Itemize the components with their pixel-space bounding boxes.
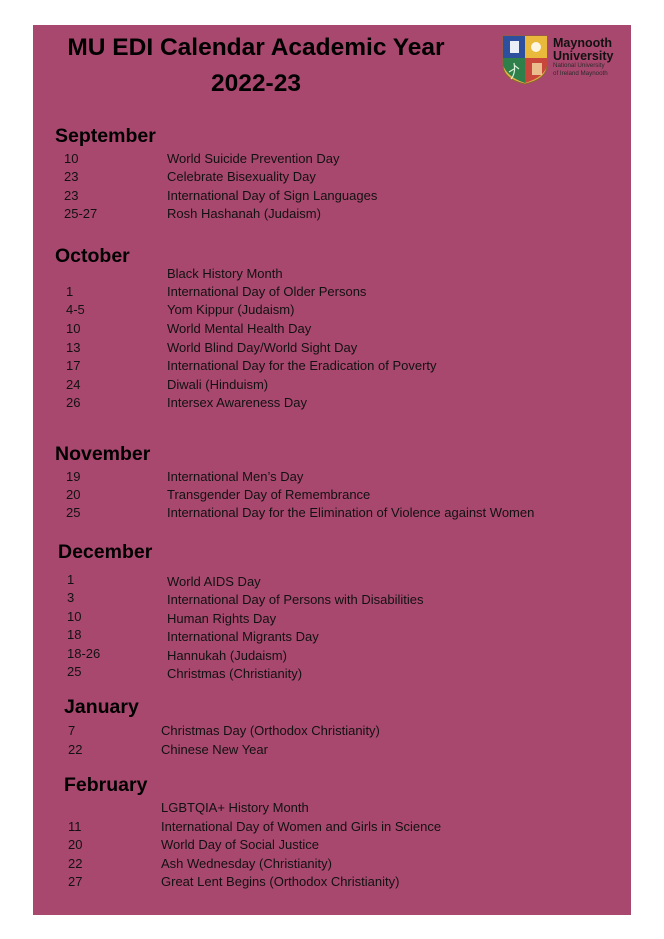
month-heading-december: December <box>58 541 153 563</box>
month-heading-september: September <box>55 125 156 147</box>
event-row <box>0 301 640 319</box>
event-row <box>0 589 640 607</box>
event-row <box>0 468 640 486</box>
event-name: Christmas Day (Orthodox Christianity) <box>161 723 380 738</box>
month-heading-january: January <box>64 696 139 718</box>
event-date: 18-26 <box>67 646 101 661</box>
event-row <box>0 608 640 626</box>
event-row <box>0 799 640 817</box>
month-heading-november: November <box>55 443 151 465</box>
event-date: 7 <box>68 723 76 738</box>
event-name: Ash Wednesday (Christianity) <box>161 856 332 871</box>
event-date: 22 <box>68 856 83 871</box>
event-name: Great Lent Begins (Orthodox Christianity) <box>161 874 400 889</box>
university-logo-text <box>553 37 633 77</box>
event-row <box>0 339 640 357</box>
event-name: World Blind Day/World Sight Day <box>167 340 358 355</box>
logo-line-4: of Ireland Maynooth <box>553 69 608 77</box>
event-date: 26 <box>66 395 81 410</box>
event-name: International Day of Persons with Disabilities <box>167 592 424 607</box>
event-name: Hannukah (Judaism) <box>167 648 287 663</box>
event-row <box>0 571 640 589</box>
event-date: 19 <box>66 469 81 484</box>
event-date: 10 <box>66 321 81 336</box>
event-name: International Day of Sign Languages <box>167 188 378 203</box>
event-date: 17 <box>66 358 81 373</box>
event-row <box>0 836 640 854</box>
event-date: 13 <box>66 340 81 355</box>
event-name: International Day for the Elimination of Violence against Women <box>167 505 535 520</box>
event-name: Transgender Day of Remembrance <box>167 487 371 502</box>
event-name: International Day of Older Persons <box>167 284 367 299</box>
event-name: Chinese New Year <box>161 742 268 757</box>
logo-line-2: University <box>553 48 614 63</box>
event-row <box>0 504 640 522</box>
event-date: 1 <box>67 572 75 587</box>
event-row <box>0 873 640 891</box>
event-date: 22 <box>68 742 83 757</box>
event-date: 24 <box>66 377 81 392</box>
event-name: Diwali (Hinduism) <box>167 377 269 392</box>
event-row <box>0 394 640 412</box>
event-name: Black History Month <box>167 266 283 281</box>
event-date: 3 <box>67 590 75 605</box>
logo-line-3: National University <box>553 62 605 69</box>
event-name: Celebrate Bisexuality Day <box>167 169 316 184</box>
event-name: International Day of Women and Girls in Science <box>161 819 442 834</box>
event-name: Yom Kippur (Judaism) <box>167 302 295 317</box>
event-row <box>0 741 640 759</box>
event-name: World AIDS Day <box>167 574 261 589</box>
event-name: World Day of Social Justice <box>161 837 319 852</box>
event-name: LGBTQIA+ History Month <box>161 800 309 815</box>
title-line-1: MU EDI Calendar Academic Year <box>67 34 445 61</box>
event-name: Christmas (Christianity) <box>167 666 303 681</box>
event-row <box>0 376 640 394</box>
event-date: 10 <box>64 151 79 166</box>
event-date: 18 <box>67 627 82 642</box>
event-row <box>0 486 640 504</box>
event-row <box>0 320 640 338</box>
month-heading-february: February <box>64 774 148 796</box>
event-date: 10 <box>67 609 82 624</box>
event-row <box>0 663 640 681</box>
event-name: International Men’s Day <box>167 469 304 484</box>
event-row <box>0 722 640 740</box>
event-row <box>0 645 640 663</box>
event-date: 25 <box>67 664 82 679</box>
event-row <box>0 855 640 873</box>
month-heading-october: October <box>55 245 130 267</box>
event-date: 25-27 <box>64 206 98 221</box>
page-title <box>0 30 512 102</box>
event-name: Intersex Awareness Day <box>167 395 307 410</box>
event-date: 25 <box>66 505 81 520</box>
event-date: 20 <box>68 837 83 852</box>
event-row <box>0 205 640 223</box>
event-date: 20 <box>66 487 81 502</box>
event-date: 23 <box>64 169 79 184</box>
event-row <box>0 626 640 644</box>
logo-line-1: Maynooth <box>553 36 613 50</box>
event-row <box>0 818 640 836</box>
event-name: International Day for the Eradication of Poverty <box>167 358 437 373</box>
event-date: 1 <box>66 284 74 299</box>
event-row <box>0 168 640 186</box>
event-date: 11 <box>68 819 82 834</box>
event-row <box>0 150 640 168</box>
event-name: Rosh Hashanah (Judaism) <box>167 206 321 221</box>
event-row <box>0 265 640 283</box>
event-name: World Mental Health Day <box>167 321 312 336</box>
event-row <box>0 357 640 375</box>
event-row <box>0 187 640 205</box>
event-name: Human Rights Day <box>167 611 277 626</box>
event-name: World Suicide Prevention Day <box>167 151 340 166</box>
event-date: 4-5 <box>66 302 85 317</box>
event-name: International Migrants Day <box>167 629 319 644</box>
event-date: 27 <box>68 874 83 889</box>
title-line-2: 2022-23 <box>211 70 301 97</box>
maynooth-crest-icon <box>502 35 548 85</box>
event-row <box>0 283 640 301</box>
event-date: 23 <box>64 188 79 203</box>
